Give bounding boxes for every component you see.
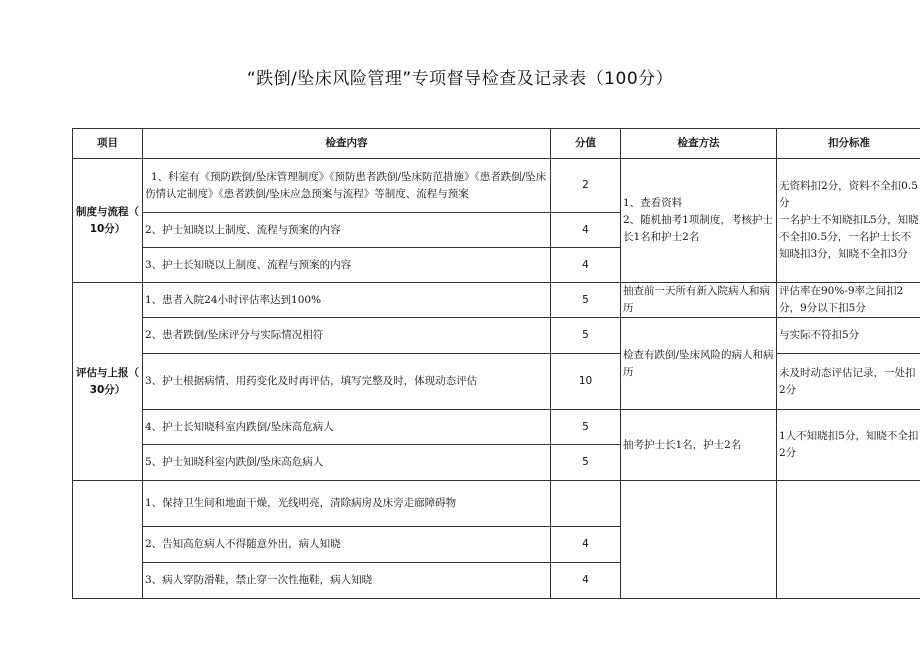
score-cell: 4: [551, 248, 621, 283]
score-cell: 4: [551, 527, 621, 563]
score-cell: 4: [551, 213, 621, 248]
header-standard: 扣分标准: [777, 129, 920, 159]
content-cell: 3、护士长知晓以上制度、流程与预案的内容: [143, 248, 551, 283]
score-cell: 5: [551, 445, 621, 481]
header-content: 检查内容: [143, 129, 551, 159]
method-cell: 抽查前一天所有新入院病人和病历: [621, 283, 777, 318]
standard-cell: 无资料扣2分，资料不全扣0.5分 一名护士不知晓扣L5分，知晓不全扣0.5分，一名护士长不知晓扣3分，知晓不全扣3分: [777, 159, 920, 283]
content-cell: 1、患者入院24小时评估率达到100%: [143, 283, 551, 318]
section-name-line: 10分）: [89, 222, 126, 235]
content-cell: 4、护士长知晓科室内跌倒/坠床高危病人: [143, 410, 551, 445]
section-name-line: 评估与上报（: [76, 366, 139, 379]
section-name-cell: [73, 283, 143, 481]
section-name-line: 30分）: [89, 383, 126, 396]
content-cell: 2、患者跌倒/坠床评分与实际情况相符: [143, 318, 551, 354]
standard-cell: 评估率在90%-9率之间扣2分，9分以下扣5分: [777, 283, 920, 318]
table-header-row: [73, 129, 920, 159]
content-cell: 5、护士知晓科室内跌倒/坠床高危病人: [143, 445, 551, 481]
content-cell: 3、病人穿防滑鞋，禁止穿一次性拖鞋，病人知晓: [143, 563, 551, 599]
standard-cell: [777, 481, 920, 599]
method-cell: 抽考护士长1名，护士2名: [621, 410, 777, 481]
table-row: [73, 410, 920, 445]
inspection-table: [72, 128, 920, 599]
table-row: [73, 481, 920, 527]
standard-cell: 未及时动态评估记录，一处扣2分: [777, 354, 920, 410]
content-cell: 1、科室有《预防跌倒/坠床管理制度》《预防患者跌倒/坠床防范措施》《患者跌倒/坠床伤情认定制度》《患者跌倒/坠床应急预案与流程》等制度、流程与预案: [143, 159, 551, 213]
score-cell: 4: [551, 563, 621, 599]
score-cell: [551, 481, 621, 527]
section-name-line: 制度与流程（: [76, 205, 139, 218]
header-method: 检查方法: [621, 129, 777, 159]
standard-cell: 与实际不符扣5分: [777, 318, 920, 354]
content-cell: 2、告知高危病人不得随意外出，病人知晓: [143, 527, 551, 563]
standard-cell: 1人不知晓扣5分，知晓不全扣2分: [777, 410, 920, 481]
content-cell: 1、保持卫生间和地面干燥，光线明亮，清除病房及床旁走廊障碍物: [143, 481, 551, 527]
content-cell: 2、护士知晓以上制度、流程与预案的内容: [143, 213, 551, 248]
method-cell: [621, 481, 777, 599]
score-cell: 5: [551, 318, 621, 354]
header-item: 项目: [73, 129, 143, 159]
table-row: [73, 354, 920, 410]
score-cell: 5: [551, 410, 621, 445]
section-name-cell: [73, 159, 143, 283]
method-cell: 1、查看资料 2、随机抽考1项制度，考核护士长1名和护士2名: [621, 159, 777, 283]
table-row: [73, 283, 920, 318]
score-cell: 5: [551, 283, 621, 318]
table-row: [73, 318, 920, 354]
content-cell: 3、护士根据病情、用药变化及时再评估，填写完整及时，体现动态评估: [143, 354, 551, 410]
page-title: “跌倒/坠床风险管理”专项督导检查及记录表（100分）: [246, 69, 674, 89]
method-cell: 检查有跌倒/坠床风险的病人和病历: [621, 318, 777, 410]
header-score: 分值: [551, 129, 621, 159]
section-name-cell: [73, 481, 143, 599]
table-row: [73, 159, 920, 213]
score-cell: 2: [551, 159, 621, 213]
score-cell: 10: [551, 354, 621, 410]
